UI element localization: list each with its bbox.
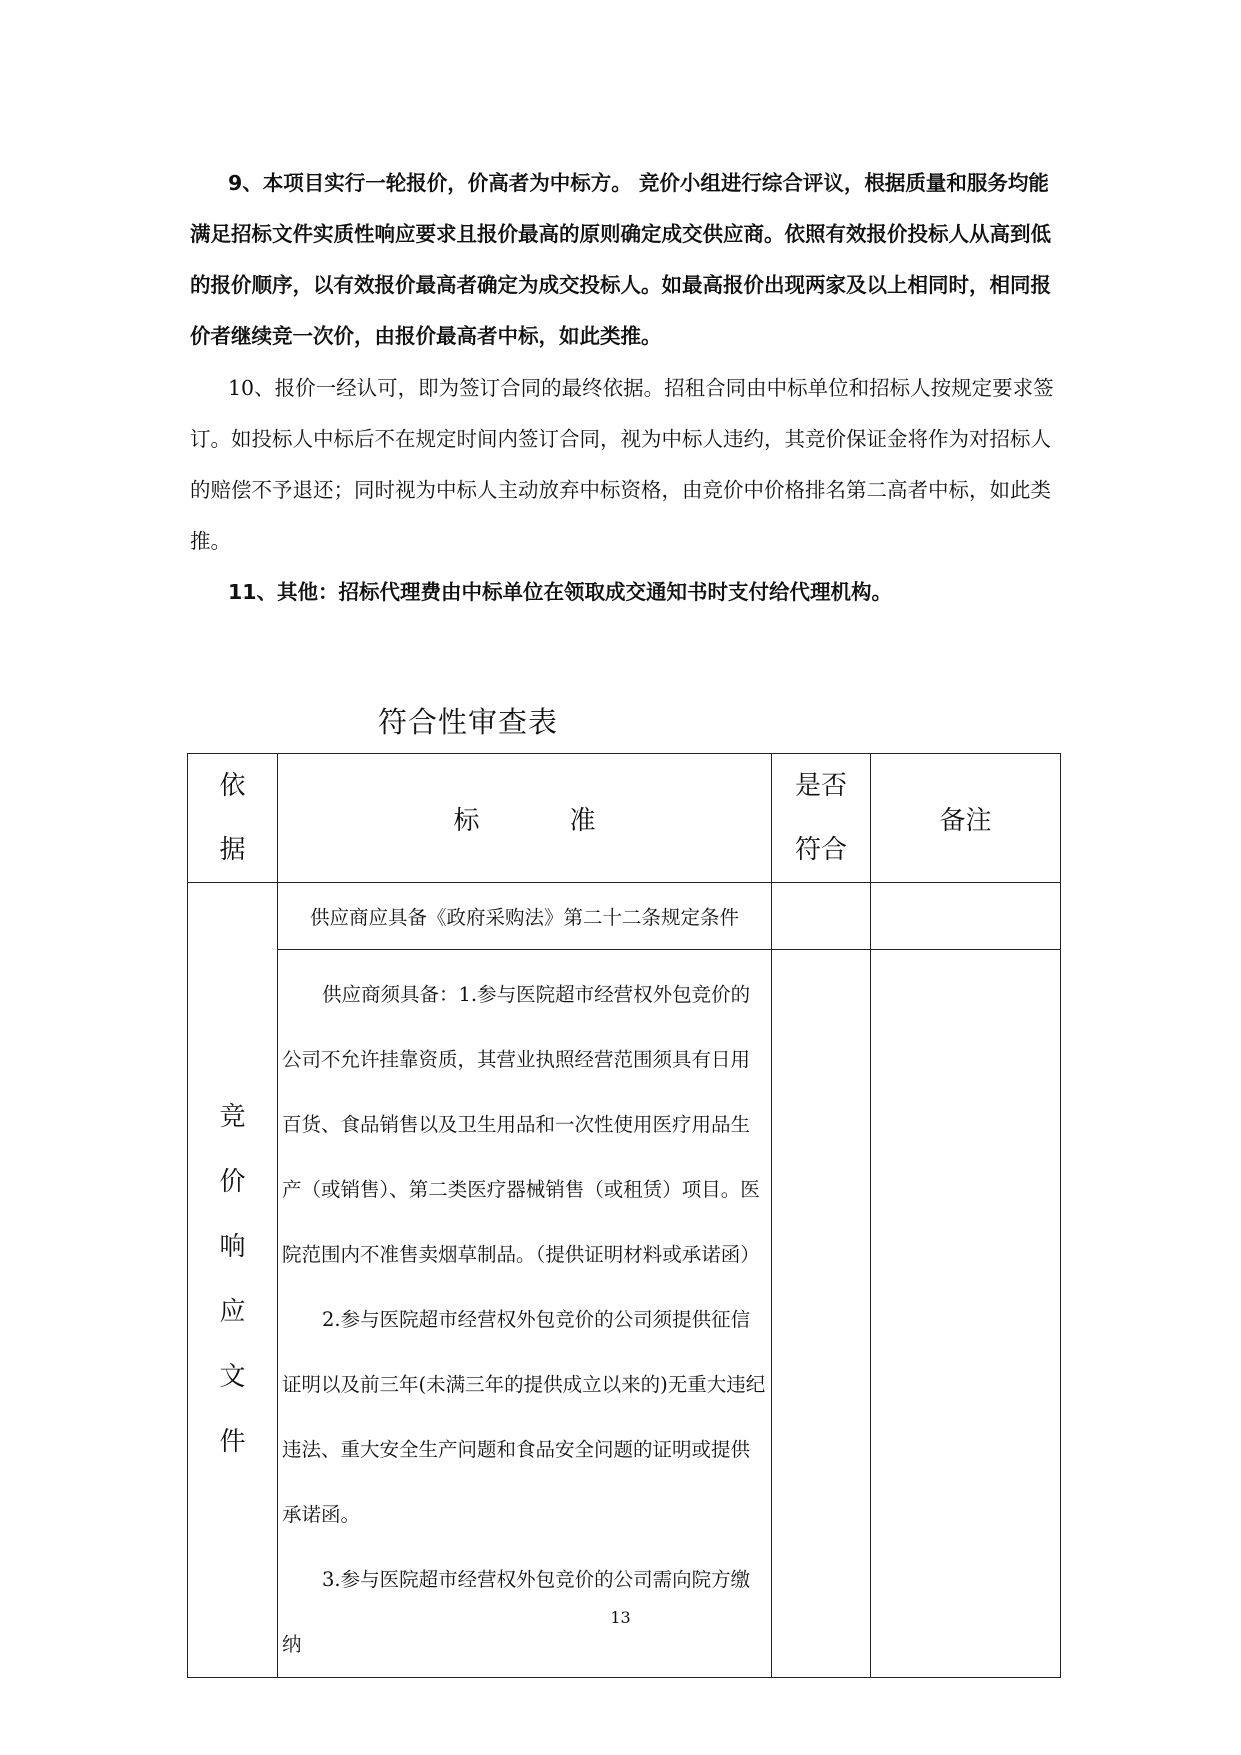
header-basis-char-2: 据 bbox=[219, 835, 246, 865]
requirements-remarks-cell bbox=[871, 950, 1061, 1678]
basis-char-2: 价 bbox=[219, 1167, 246, 1197]
header-standard-char-2: 准 bbox=[569, 805, 596, 836]
basis-cell-bid-response bbox=[188, 883, 278, 1678]
paragraph-item-10-text: 10、报价一经认可，即为签订合同的最终依据。招租合同由中标单位和招标人按规定要求签订。如投标人中标后不在规定时间内签订合同，视为中标人违约，其竞价保证金将作为对招标人的赔偿不予退还；同时视为中标人主动放弃中标资格，由竞价中价格排名第二高者中标，如此类推。 bbox=[190, 376, 1054, 553]
paragraph-item-9-text: 9、本项目实行一轮报价，价高者为中标方。 竞价小组进行综合评议，根据质量和服务均能满足招标文件实质性响应要求且报价最高的原则确定成交供应商。依照有效报价投标人从高到低的报价顺序，以有效报价最高者确定为成交投标人。如最高报价出现两家及以上相同时，相同报价者继续竞一次价，由报价最高者中标，如此类推。 bbox=[190, 171, 1051, 348]
condition-cell: 供应商应具备《政府采购法》第二十二条规定条件 bbox=[278, 883, 772, 950]
basis-char-4: 应 bbox=[219, 1297, 246, 1327]
paragraph-item-10 bbox=[190, 363, 1060, 567]
requirement-2-text: 2.参与医院超市经营权外包竞价的公司须提供征信证明以及前三年(未满三年的提供成立以来的)无重大违纪违法、重大安全生产问题和食品安全问题的证明或提供承诺函。 bbox=[282, 1308, 766, 1526]
header-compliant-line-2: 符合 bbox=[794, 835, 847, 865]
table-row-condition bbox=[188, 883, 1061, 950]
header-compliant bbox=[772, 754, 871, 883]
requirement-1 bbox=[282, 962, 767, 1287]
basis-char-1: 竞 bbox=[219, 1102, 246, 1132]
paragraph-item-11-text: 11、其他：招标代理费由中标单位在领取成交通知书时支付给代理机构。 bbox=[228, 580, 893, 604]
paragraph-item-11 bbox=[190, 567, 1060, 618]
requirements-cell bbox=[278, 950, 772, 1678]
header-standard-char-1: 标 bbox=[453, 805, 480, 836]
table-header-row bbox=[188, 754, 1061, 883]
header-basis-char-1: 依 bbox=[219, 771, 246, 801]
requirement-3-text: 3.参与医院超市经营权外包竞价的公司需向院方缴纳 bbox=[282, 1568, 751, 1656]
requirement-1-text: 供应商须具备：1.参与医院超市经营权外包竞价的公司不允许挂靠资质，其营业执照经营范围须具有日用百货、食品销售以及卫生用品和一次性使用医疗用品生产（或销售）、第二类医疗器械销售（或租赁）项目。医院范围内不准售卖烟草制品。（提供证明材料或承诺函） bbox=[282, 983, 760, 1266]
header-basis bbox=[188, 754, 278, 883]
header-remarks: 备注 bbox=[871, 754, 1061, 883]
condition-compliant-cell bbox=[772, 883, 871, 950]
paragraph-item-9 bbox=[190, 158, 1060, 362]
condition-remarks-cell bbox=[871, 883, 1061, 950]
basis-char-3: 响 bbox=[219, 1232, 246, 1262]
requirement-2 bbox=[282, 1287, 767, 1547]
requirements-compliant-cell bbox=[772, 950, 871, 1678]
table-row-requirements bbox=[188, 950, 1061, 1678]
page-number: 13 bbox=[610, 1608, 631, 1627]
table-title: 符合性审查表 bbox=[378, 705, 559, 739]
compliance-review-table bbox=[187, 753, 1061, 1678]
basis-char-6: 件 bbox=[219, 1427, 246, 1457]
basis-char-5: 文 bbox=[219, 1362, 246, 1392]
header-standard bbox=[278, 754, 772, 883]
header-compliant-line-1: 是否 bbox=[794, 771, 847, 801]
